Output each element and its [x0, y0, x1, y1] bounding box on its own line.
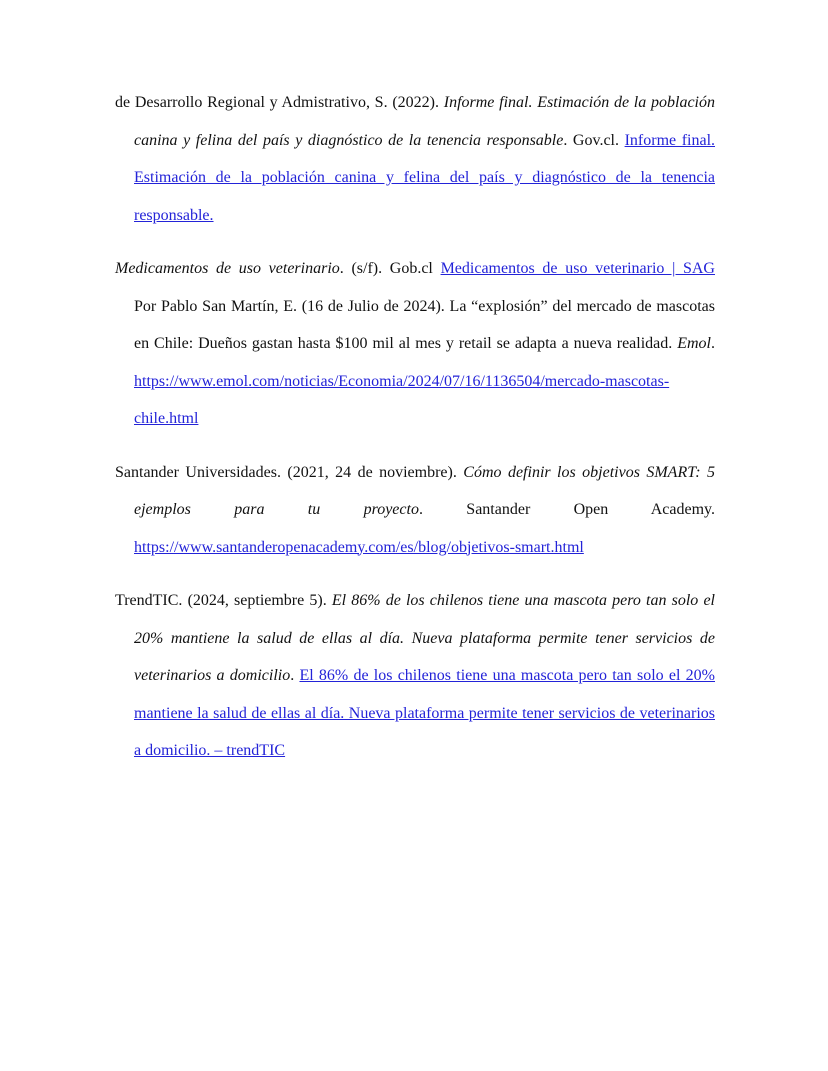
reference-line	[115, 657, 715, 695]
reference-entry	[115, 454, 715, 567]
reference-title-text: Cómo definir los objetivos SMART: 5	[463, 463, 716, 481]
reference-line	[115, 695, 715, 733]
reference-line	[115, 400, 715, 438]
reference-title-text: canina y felina del país y diagnóstico de la tenencia responsable	[134, 131, 564, 149]
reference-line	[115, 288, 715, 326]
reference-title-text: Medicamentos de uso veterinario	[115, 260, 340, 277]
reference-text: .	[290, 667, 300, 684]
reference-text: . Gov.cl.	[563, 131, 625, 149]
reference-text: Por Pablo San Martín, E. (16 de Julio de 2024). La “explosión” del mercado de mascotas	[134, 297, 715, 315]
reference-entry	[115, 582, 715, 770]
reference-link[interactable]: chile.html	[134, 410, 199, 427]
reference-line	[115, 529, 715, 567]
reference-line	[115, 454, 715, 492]
reference-link[interactable]: https://www.emol.com/noticias/Economia/2024/07/16/1136504/mercado-mascotas-	[134, 372, 670, 390]
reference-title-text: Emol	[677, 335, 711, 352]
reference-link[interactable]: Medicamentos de uso veterinario | SAG	[440, 260, 715, 277]
reference-line	[115, 250, 715, 288]
reference-link[interactable]: Informe final.	[624, 131, 716, 149]
reference-text: Santander Universidades. (2021, 24 de noviembre).	[115, 463, 464, 481]
reference-link[interactable]: https://www.santanderopenacademy.com/es/blog/objetivos-smart.html	[134, 538, 584, 556]
reference-line	[115, 732, 715, 770]
reference-text: en Chile: Dueños gastan hasta $100 mil al mes y retail se adapta a nueva realidad.	[134, 335, 678, 352]
reference-text: .	[711, 335, 715, 352]
reference-line	[115, 620, 715, 658]
reference-list	[115, 84, 715, 786]
reference-line	[115, 84, 715, 122]
reference-link[interactable]: a domicilio. – trendTIC	[134, 742, 286, 759]
reference-title-text: veterinarios a domicilio	[134, 667, 291, 684]
reference-entry	[115, 84, 715, 234]
reference-text: de Desarrollo Regional y Admistrativo, S. (2022).	[115, 94, 444, 111]
reference-link[interactable]: El 86% de los chilenos tiene una mascota pero tan solo el 20%	[299, 667, 715, 684]
reference-text: TrendTIC. (2024, septiembre 5).	[115, 592, 332, 609]
reference-text: . Santander Open Academy.	[418, 501, 715, 518]
reference-line	[115, 159, 715, 197]
reference-line	[115, 363, 715, 401]
reference-link[interactable]: Estimación de la población canina y felina del país y diagnóstico de la tenencia	[134, 169, 715, 186]
reference-title-text: 20% mantiene la salud de ellas al día. Nueva plataforma permite tener servicios de	[134, 629, 715, 647]
reference-entry	[115, 250, 715, 438]
reference-line	[115, 582, 715, 620]
reference-title-text: Informe final. Estimación de la población	[443, 94, 715, 111]
reference-line	[115, 491, 715, 529]
reference-link[interactable]: mantiene la salud de ellas al día. Nueva plataforma permite tener servicios de veterinarios	[134, 704, 715, 722]
reference-title-text: El 86% de los chilenos tiene una mascota pero tan solo el	[331, 592, 715, 609]
reference-link[interactable]: responsable.	[134, 206, 214, 224]
reference-line	[115, 325, 715, 363]
reference-title-text: ejemplos para tu proyecto	[134, 501, 419, 518]
reference-line	[115, 122, 715, 160]
reference-line	[115, 197, 715, 235]
reference-text: . (s/f). Gob.cl	[339, 260, 441, 277]
